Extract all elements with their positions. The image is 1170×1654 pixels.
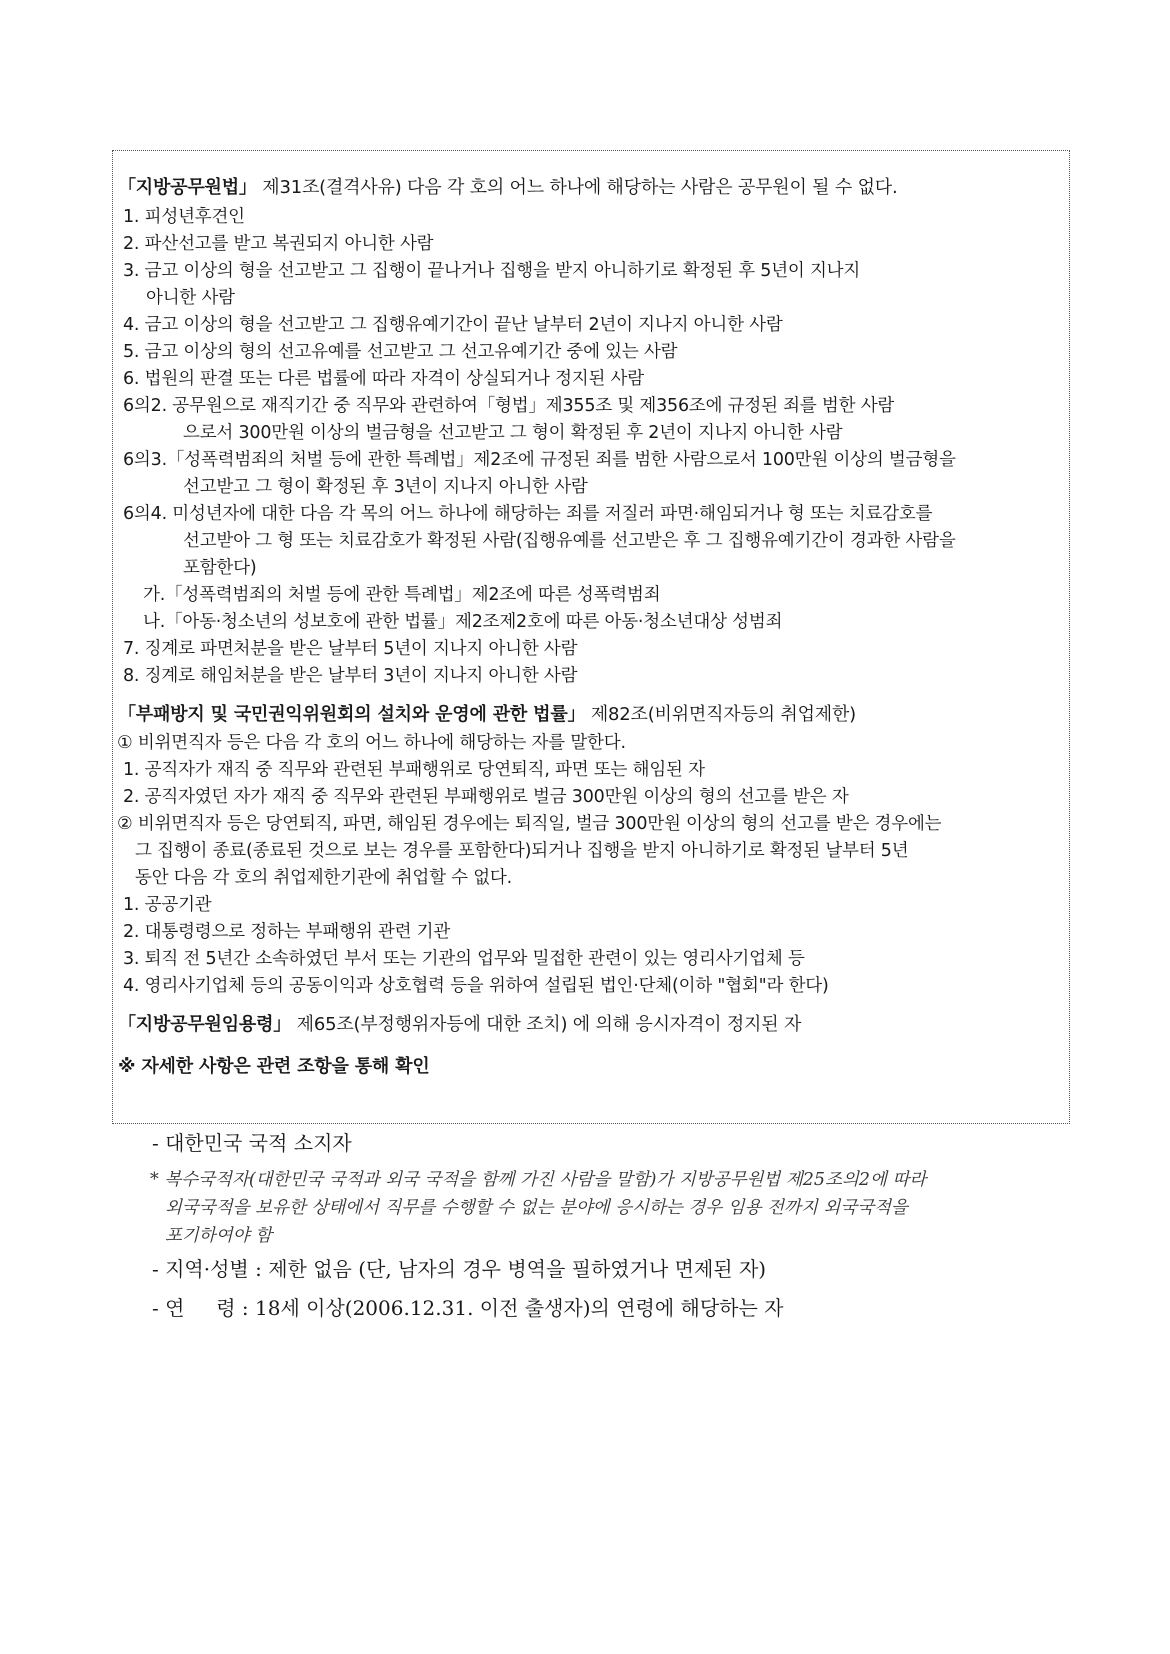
sec1-item-6-3-cont: 선고받고 그 형이 확정된 후 3년이 지나지 아니한 사람 xyxy=(183,477,588,497)
sec1-item-4: 4. 금고 이상의 형을 선고받고 그 집행유예기간이 끝난 날부터 2년이 지나지 아니한 사람 xyxy=(123,315,783,335)
sec3-law-title: 「지방공무원임용령」 xyxy=(118,1014,292,1035)
sec1-item-6: 6. 법원의 판결 또는 다른 법률에 따라 자격이 상실되거나 정지된 사람 xyxy=(123,369,644,389)
sec2-heading xyxy=(118,703,856,727)
sec2-para-1: ① 비위면직자 등은 다음 각 호의 어느 하나에 해당하는 자를 말한다. xyxy=(117,733,626,753)
sec1-item-6-4-na: 나.「아동·청소년의 성보호에 관한 법률」제2조제2호에 따른 아동·청소년대상 성범죄 xyxy=(143,612,783,632)
sec1-law-title: 「지방공무원법」 xyxy=(118,177,257,198)
sec1-item-5: 5. 금고 이상의 형의 선고유예를 선고받고 그 선고유예기간 중에 있는 사람 xyxy=(123,342,678,362)
dual-nationality-note-2: 외국국적을 보유한 상태에서 직무를 수행할 수 없는 분야에 응시하는 경우 임용 전까지 외국국적을 xyxy=(165,1198,908,1218)
sec2-para-2-item-2: 2. 대통령령으로 정하는 부패행위 관련 기관 xyxy=(123,922,451,942)
sec1-item-7: 7. 징계로 파면처분을 받은 날부터 5년이 지나지 아니한 사람 xyxy=(123,639,578,659)
sec2-para-2-cont: 그 집행이 종료(종료된 것으로 보는 경우를 포함한다)되거나 집행을 받지 아니하기로 확정된 날부터 5년 xyxy=(135,841,909,861)
sec1-article: 제31조(결격사유) 다음 각 호의 어느 하나에 해당하는 사람은 공무원이 될 수 없다. xyxy=(256,177,898,198)
sec3-heading xyxy=(118,1013,801,1037)
sec1-item-6-3: 6의3.「성폭력범죄의 처벌 등에 관한 특례법」제2조에 규정된 죄를 범한 사람으로서 100만원 이상의 벌금형을 xyxy=(123,450,956,470)
sec1-item-2: 2. 파산선고를 받고 복권되지 아니한 사람 xyxy=(123,234,434,254)
age-requirement: - 연 령 : 18세 이상(2006.12.31. 이전 출생자)의 연령에 해당하는 자 xyxy=(152,1296,784,1320)
sec1-item-6-2: 6의2. 공무원으로 재직기간 중 직무와 관련하여「형법」제355조 및 제356조에 규정된 죄를 범한 사람 xyxy=(123,396,895,416)
dual-nationality-note-1: * 복수국적자(대한민국 국적과 외국 국적을 함께 가진 사람을 말함)가 지방공무원법 제25조의2에 따라 xyxy=(150,1170,927,1190)
detail-footnote: ※ 자세한 사항은 관련 조항을 통해 확인 xyxy=(118,1056,430,1077)
sec2-para-1-item-1: 1. 공직자가 재직 중 직무와 관련된 부패행위로 당연퇴직, 파면 또는 해임된 자 xyxy=(123,760,705,780)
sec1-item-6-4-cont: 선고받아 그 형 또는 치료감호가 확정된 사람(집행유예를 선고받은 후 그 집행유예기간이 경과한 사람을 xyxy=(183,531,956,551)
sec2-article: 제82조(비위면직자등의 취업제한) xyxy=(585,704,856,725)
sec1-item-3-cont: 아니한 사람 xyxy=(146,288,235,308)
sec1-item-1: 1. 피성년후견인 xyxy=(123,207,245,227)
dual-nationality-note-3: 포기하여야 함 xyxy=(165,1226,272,1246)
sec2-law-title: 「부패방지 및 국민권익위원회의 설치와 운영에 관한 법률」 xyxy=(118,704,586,725)
sec2-para-2-item-3: 3. 퇴직 전 5년간 소속하였던 부서 또는 기관의 업무와 밀접한 관련이 있는 영리사기업체 등 xyxy=(123,949,805,969)
sec1-item-6-4-ga: 가.「성폭력범죄의 처벌 등에 관한 특례법」제2조에 따른 성폭력범죄 xyxy=(143,585,661,605)
sec3-article: 제65조(부정행위자등에 대한 조치) 에 의해 응시자격이 정지된 자 xyxy=(291,1014,802,1035)
sec1-item-6-2-cont: 으로서 300만원 이상의 벌금형을 선고받고 그 형이 확정된 후 2년이 지나지 아니한 사람 xyxy=(183,423,843,443)
sec2-para-2: ② 비위면직자 등은 당연퇴직, 파면, 해임된 경우에는 퇴직일, 벌금 300만원 이상의 형의 선고를 받은 경우에는 xyxy=(117,814,942,834)
sec2-para-2-item-1: 1. 공공기관 xyxy=(123,895,212,915)
sec1-item-8: 8. 징계로 해임처분을 받은 날부터 3년이 지나지 아니한 사람 xyxy=(123,666,578,686)
sec1-item-3: 3. 금고 이상의 형을 선고받고 그 집행이 끝나거나 집행을 받지 아니하기로 확정된 후 5년이 지나지 xyxy=(123,261,861,281)
region-gender-requirement: - 지역·성별 : 제한 없음 (단, 남자의 경우 병역을 필하였거나 면제된 자) xyxy=(152,1257,767,1281)
sec2-para-2-item-4: 4. 영리사기업체 등의 공동이익과 상호협력 등을 위하여 설립된 법인·단체(이하 "협회"라 한다) xyxy=(123,976,829,996)
sec1-item-6-4-cont2: 포함한다) xyxy=(183,558,257,578)
sec1-item-6-4: 6의4. 미성년자에 대한 다음 각 목의 어느 하나에 해당하는 죄를 저질러 파면·해임되거나 형 또는 치료감호를 xyxy=(123,504,933,524)
sec1-heading xyxy=(118,176,898,200)
sec2-para-1-item-2: 2. 공직자였던 자가 재직 중 직무와 관련된 부패행위로 벌금 300만원 이상의 형의 선고를 받은 자 xyxy=(123,787,849,807)
sec2-para-2-cont2: 동안 다음 각 호의 취업제한기관에 취업할 수 없다. xyxy=(135,868,513,888)
nationality-requirement: - 대한민국 국적 소지자 xyxy=(152,1131,352,1155)
